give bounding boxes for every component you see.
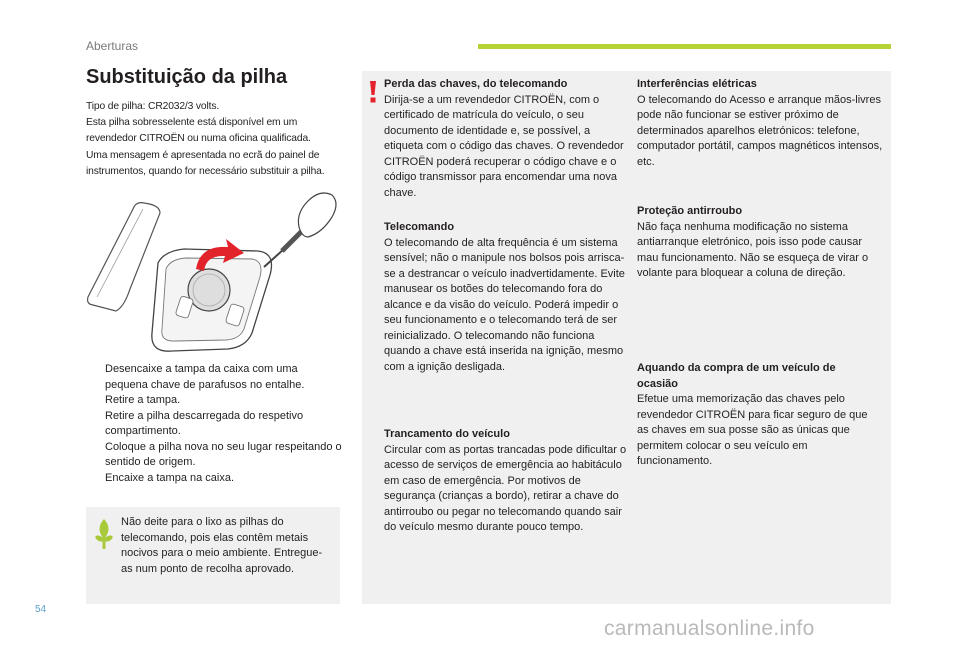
section-body: O telecomando do Acesso e arranque mãos-livres pode não funcionar se estiver próximo de determinados aparelhos eletrónicos: telefone, computador portátil, campos magnéticos intensos, etc. bbox=[637, 93, 883, 168]
list-item: Retire a tampa. bbox=[105, 394, 181, 406]
steps-list bbox=[86, 362, 342, 486]
section-heading: Trancamento do veículo bbox=[384, 428, 510, 440]
section-heading: Proteção antirroubo bbox=[637, 205, 743, 217]
eco-note-box bbox=[86, 507, 340, 604]
warning-lost-keys bbox=[384, 77, 626, 201]
section-body: Dirija-se a um revendedor CITROËN, com o certificado de matrícula do veículo, o seu documento de identidade e, se possível, a etiqueta com o código das chaves. O revendedor CITROËN poderá recuperar o código chave e o código transmissor para encomendar uma nova chave. bbox=[384, 93, 624, 199]
section-heading: Telecomando bbox=[384, 221, 455, 233]
eco-leaf-icon bbox=[95, 519, 113, 549]
warning-remote bbox=[384, 220, 630, 375]
intro-text bbox=[86, 99, 346, 180]
intro-line: Tipo de pilha: CR2032/3 volts. bbox=[86, 101, 220, 112]
eco-note-text: Não deite para o lixo as pilhas do telecomando, pois elas contêm metais nocivos para o meio ambiente. Entregue-as num ponto de recolha aprovado. bbox=[121, 516, 323, 576]
section-heading: Aquando da compra de um veículo de ocasião bbox=[637, 362, 836, 390]
list-item: Desencaixe a tampa da caixa com uma pequena chave de parafusos no entalhe. bbox=[105, 363, 305, 391]
section-heading: Perda das chaves, do telecomando bbox=[384, 78, 568, 90]
screwdriver-handle bbox=[298, 193, 336, 237]
page-number: 54 bbox=[35, 604, 47, 615]
warning-locking bbox=[384, 427, 630, 536]
section-label: Aberturas bbox=[86, 39, 139, 53]
intro-line: revendedor CITROËN ou numa oficina qualificada. bbox=[86, 133, 311, 145]
list-item: Coloque a pilha nova no seu lugar respeitando o sentido de origem. bbox=[105, 440, 342, 468]
key-battery-illustration bbox=[86, 187, 340, 359]
section-heading: Interferências elétricas bbox=[637, 78, 757, 90]
page-title: Substituição da pilha bbox=[86, 66, 288, 88]
warning-box bbox=[362, 71, 891, 604]
intro-line: Uma mensagem é apresentada no ecrã do painel de bbox=[86, 149, 320, 161]
section-body: Não faça nenhuma modificação no sistema antiarranque eletrónico, pois isso pode causar mau funcionamento. Não se esqueça de virar o volante para bloquear a coluna de direção. bbox=[637, 220, 869, 279]
screwdriver-shaft bbox=[282, 231, 302, 251]
watermark: carmanualsonline.info bbox=[604, 617, 815, 640]
battery bbox=[188, 269, 230, 311]
list-item: Encaixe a tampa na caixa. bbox=[105, 471, 235, 484]
section-body: O telecomando de alta frequência é um sistema sensível; não o manipule nos bolsos pois arrisca-se a destrancar o veículo inadvertidamente. Evite manusear os botões do telecomando fora do alcance e da visão do veículo. Poderá impedir o seu funcionamento e o telecomando terá de ser reinicializado. O telecomando não funciona quando a chave está inserida na ignição, mesmo com a ignição desligada. bbox=[384, 236, 625, 373]
section-body: Efetue uma memorização das chaves pelo revendedor CITROËN para ficar seguro de que as chaves em sua posse são as únicas que permitem colocar o seu veículo em funcionamento. bbox=[637, 393, 868, 467]
section-body: Circular com as portas trancadas pode dificultar o acesso de serviços de emergência ao habitáculo em caso de emergência. Por motivos de segurança (crianças a bordo), retirar a chave do antirroubo ou pegar no telecomando quando sair do veículo mesmo durante pouco tempo. bbox=[384, 443, 627, 533]
intro-line: Esta pilha sobresselente está disponível em um bbox=[86, 117, 298, 129]
list-item: Retire a pilha descarregada do respetivo compartimento. bbox=[105, 409, 304, 437]
header-accent-bar bbox=[478, 44, 891, 49]
warning-exclamation-icon bbox=[368, 81, 378, 103]
intro-line: instrumentos, quando for necessário substituir a pilha. bbox=[86, 165, 325, 177]
warning-used-vehicle bbox=[637, 361, 875, 470]
warning-interference bbox=[637, 77, 883, 170]
warning-antitheft bbox=[637, 204, 883, 282]
